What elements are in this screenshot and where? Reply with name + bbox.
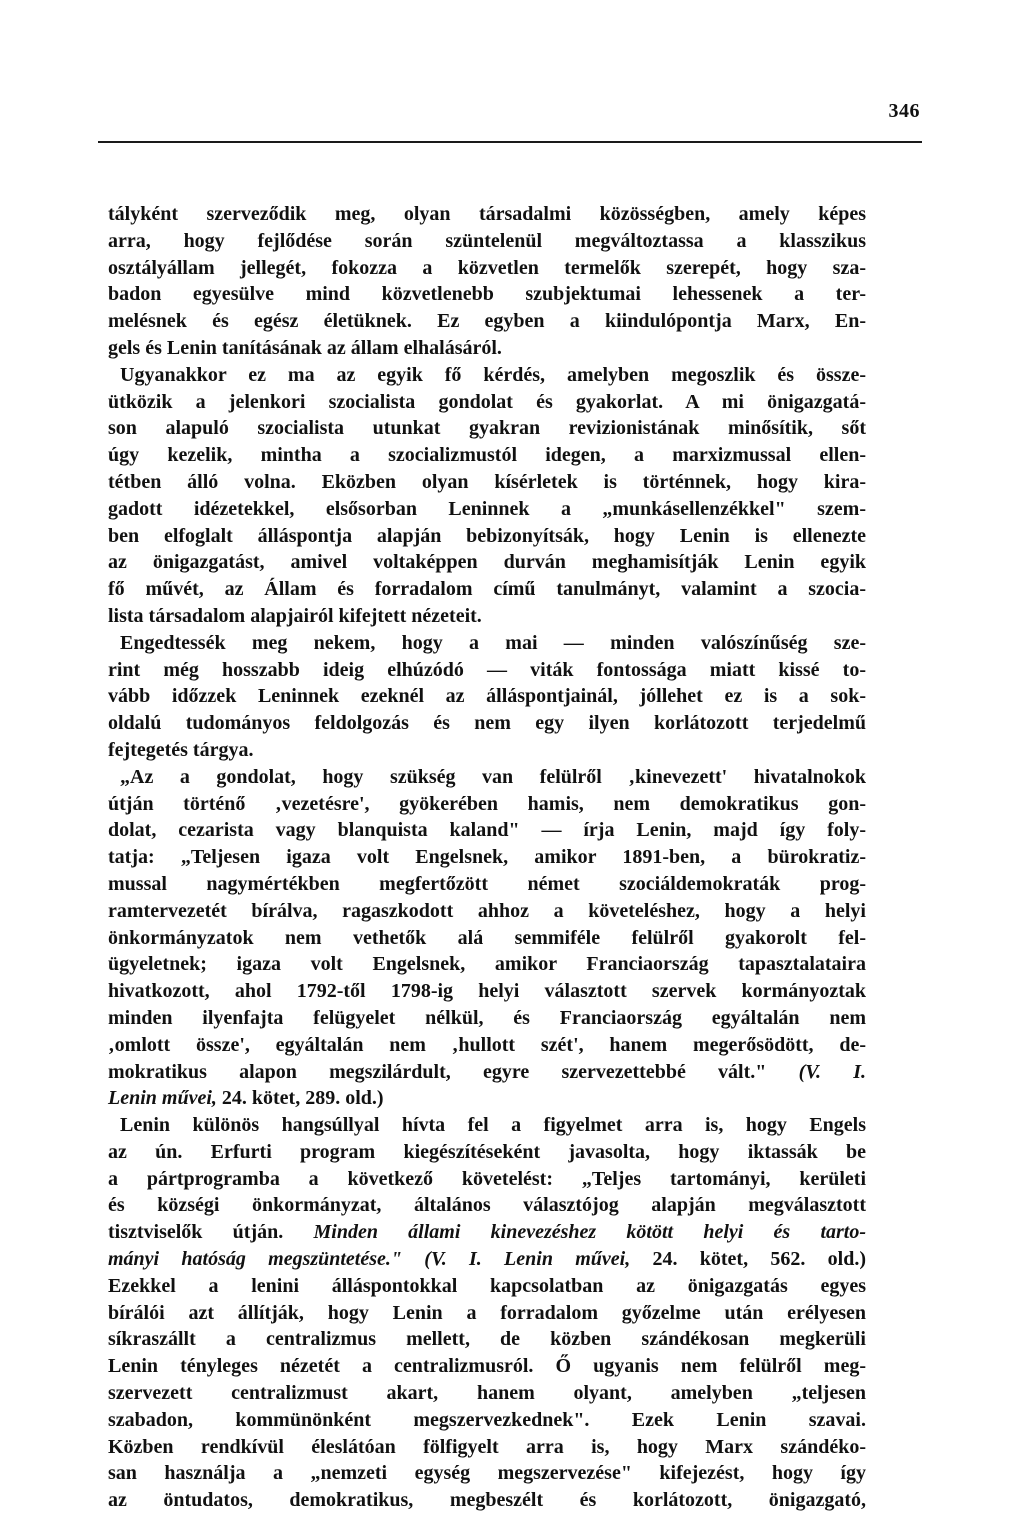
text-line: ügyeletnek; igaza volt Engelsnek, amikor Franciaország tapasztalataira [108, 953, 866, 976]
text-line: Közben rendkívül éleslátóan fölfigyelt arra is, hogy Marx szándéko- [108, 1435, 866, 1458]
text-line: szabadon, kommünönként megszervezkednek". Ezek Lenin szavai. [108, 1408, 866, 1431]
text-line: arra, hogy fejlődése során szüntelenül megváltoztassa a klasszikus [108, 229, 866, 252]
text-line: önkormányzatok nem vethetők alá semmiféle felülről gyakorolt fel- [108, 926, 866, 949]
text-line: son alapuló szocialista utunkat gyakran revizionistának minősítik, sőt [108, 417, 866, 440]
text-line: oldalú tudományos feldolgozás és nem egy ilyen korlátozott terjedelmű [108, 712, 866, 735]
text-segment: tisztviselők útján. [108, 1221, 314, 1244]
text-line: úgy kezelik, mintha a szocializmustól idegen, a marxizmussal ellen- [108, 444, 866, 467]
text-line: Lenin tényleges nézetét a centralizmusról. Ő ugyanis nem felülről meg- [108, 1355, 866, 1378]
text-line: és községi önkormányzat, általános választójog alapján megválasztott [108, 1194, 866, 1217]
text-line: tályként szerveződik meg, olyan társadalmi közösségben, amely képes [108, 203, 866, 225]
text-line: Ezekkel a lenini álláspontokkal kapcsolatban az önigazgatás egyes [108, 1274, 866, 1297]
text-line: badon egyesülve mind közvetlenebb szubjektumai lehessenek a ter- [108, 283, 866, 306]
paragraph-start: „Az a gondolat, hogy szükség van felülről ‚kinevezett' hivatalnokok [120, 765, 866, 788]
text-line: ‚omlott össze', egyáltalán nem ‚hullott szét', hanem megerősödött, de- [108, 1033, 866, 1056]
text-line: vább időzzek Leninnek ezeknél az álláspontjainál, jóllehet ez is a sok- [108, 685, 866, 708]
quote-italic: mányi hatóság megszüntetése." (V. I. Lenin művei, [108, 1248, 631, 1271]
paragraph-start: Ugyanakkor ez ma az egyik fő kérdés, amelyben megoszlik és össze- [120, 363, 866, 386]
text-line: minden ilyenfajta felügyelet nélkül, és Franciaország egyáltalán nem [108, 1006, 866, 1029]
text-line: mussal nagymértékben megfertőzött német szociáldemokraták prog- [108, 872, 866, 895]
text-line: tétben álló volna. Eközben olyan kísérletek is történnek, hogy kira- [108, 470, 866, 493]
text-line: lista társadalom alapjairól kifejtett nézeteit. [108, 604, 482, 627]
text-line: szervezett centralizmust akart, hanem olyant, amelyben „teljesen [108, 1382, 866, 1405]
text-line: a pártprogramba a következő követelést: „Teljes tartományi, kerületi [108, 1167, 866, 1190]
text-line: bírálói azt állítják, hogy Lenin a forradalom győzelme után erélyesen [108, 1301, 866, 1324]
body-text [108, 201, 866, 1514]
text-line: az ún. Erfurti program kiegészítéseként javasolta, hogy iktassák be [108, 1140, 866, 1163]
citation-italic: (V. I. [798, 1060, 866, 1083]
text-line: síkraszállt a centralizmus mellett, de közben szándékosan megkerüli [108, 1328, 866, 1351]
citation-italic: Lenin művei, [108, 1087, 217, 1110]
text-line: az önigazgatást, amivel voltaképpen durván meghamisítják Lenin egyik [108, 551, 866, 574]
text-line: melésnek és egész életüknek. Ez egyben a kiindulópontja Marx, En- [108, 310, 866, 333]
text-line [108, 1059, 866, 1086]
text-segment: mokratikus alapon megszilárdult, egyre szervezettebbé vált." [108, 1060, 799, 1083]
text-line: gadott idézetekkel, elsősorban Leninnek a „munkásellenzékkel" szem- [108, 497, 866, 520]
text-line: san használja a „nemzeti egység megszervezése" kifejezést, hogy így [108, 1462, 866, 1485]
text-line [108, 1219, 866, 1246]
text-line [108, 1085, 866, 1112]
text-line: útján történő ‚vezetésre', gyökerében hamis, nem demokratikus gon- [108, 792, 866, 815]
text-line: hivatkozott, ahol 1792-től 1798-ig helyi választott szervek kormányoztak [108, 980, 866, 1003]
paragraph-start: Engedtessék meg nekem, hogy a mai — minden valószínűség sze- [120, 631, 866, 654]
text-line [108, 1246, 866, 1273]
text-line: rint még hosszabb ideig elhúzódó — viták fontossága miatt kissé to- [108, 658, 866, 681]
text-segment: 24. kötet, 562. old.) [630, 1248, 866, 1271]
text-segment: 24. kötet, 289. old.) [216, 1087, 384, 1110]
page-number: 346 [888, 100, 920, 122]
text-line: az öntudatos, demokratikus, megbeszélt és korlátozott, önigazgató, [108, 1489, 866, 1512]
text-line: ben elfoglalt álláspontja alapján bebizonyítsák, hogy Lenin is ellenezte [108, 524, 866, 547]
header-rule [98, 141, 922, 143]
text-line: tatja: „Teljesen igaza volt Engelsnek, amikor 1891-ben, a bürokratiz- [108, 846, 866, 869]
text-line: dolat, cezarista vagy blanquista kaland" — írja Lenin, majd így foly- [108, 819, 866, 842]
text-line: fő művét, az Állam és forradalom című tanulmányt, valamint a szocia- [108, 578, 866, 601]
text-line: ütközik a jelenkori szocialista gondolat és gyakorlat. A mi önigazgatá- [108, 390, 866, 413]
text-line: fejtegetés tárgya. [108, 738, 254, 761]
paragraph-start: Lenin különös hangsúllyal hívta fel a figyelmet arra is, hogy Engels [120, 1114, 866, 1137]
quote-italic: Minden állami kinevezéshez kötött helyi és tarto- [313, 1221, 867, 1244]
text-line: ramtervezetét bírálva, ragaszkodott ahhoz a követeléshez, hogy a helyi [108, 899, 866, 922]
text-line: osztályállam jellegét, fokozza a közvetlen termelők szerepét, hogy sza- [108, 256, 866, 279]
text-line: gels és Lenin tanításának az állam elhalásáról. [108, 336, 502, 359]
